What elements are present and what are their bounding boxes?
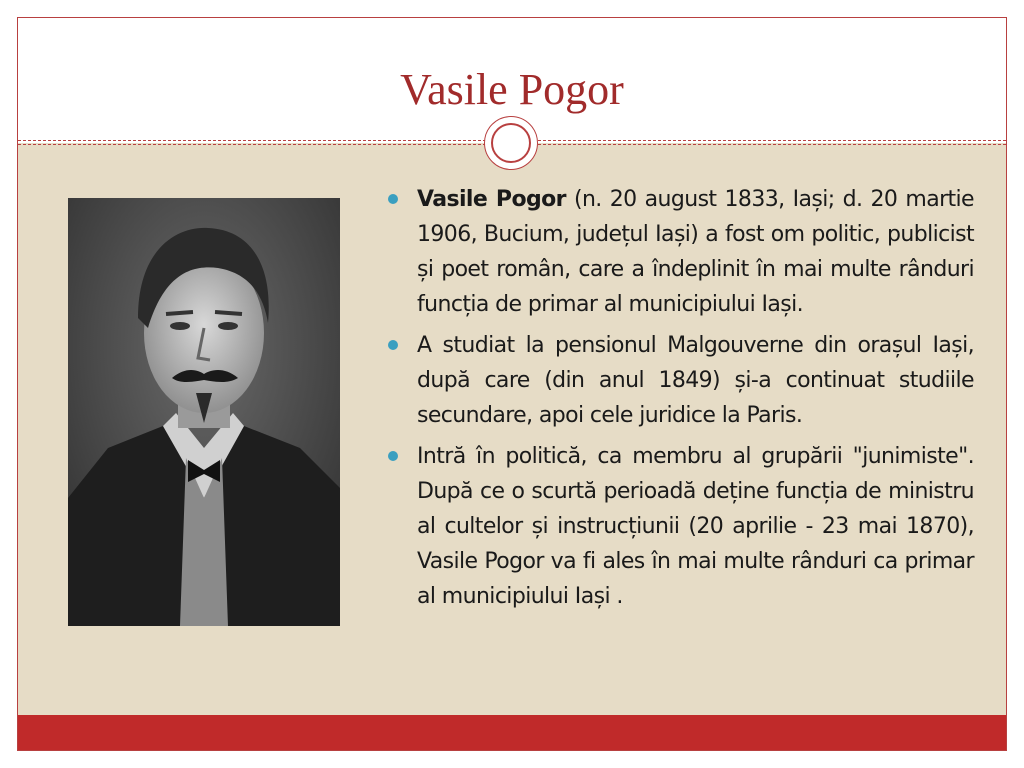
bullet-item [388,439,974,614]
footer-bar [18,715,1006,750]
bullet-dot-icon [388,194,398,204]
circle-ornament-icon [484,116,538,170]
bullet-list [388,182,974,620]
bullet-item [388,182,974,322]
portrait-photo [68,198,340,626]
bullet-item [388,328,974,433]
bullet-dot-icon [388,451,398,461]
bullet-text: (n. 20 august 1833, Iași; d. 20 martie 1906, Bucium, județul Iași) a fost om politic, publicist și poet român, care a îndeplinit în mai multe rânduri funcția de primar al municipiului Iași. [417,187,974,317]
bullet-dot-icon [388,340,398,350]
bullet-text: Intră în politică, ca membru al grupării "junimiste". După ce o scurtă perioadă deține funcția de ministru al cultelor și instrucțiunii (20 aprilie - 23 mai 1870), Vasile Pogor va fi ales în mai multe rânduri ca primar al municipiului Iași . [417,444,974,609]
portrait-illustration [68,198,340,626]
slide-title: Vasile Pogor [400,65,624,114]
bullet-text: A studiat la pensionul Malgouverne din orașul Iași, după care (din anul 1849) și-a continuat studiile secundare, apoi cele juridice la Paris. [417,333,974,428]
circle-ornament-inner [491,123,531,163]
bullet-lead: Vasile Pogor [417,187,566,212]
